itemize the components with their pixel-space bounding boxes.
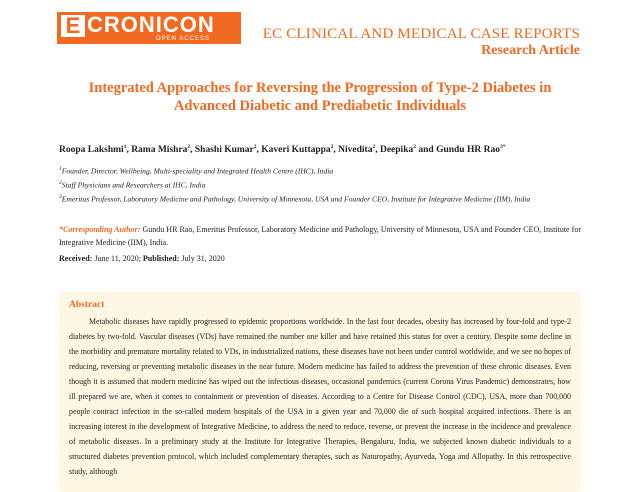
author-sup: 2 bbox=[330, 144, 334, 150]
author-name: Shashi Kumar bbox=[194, 145, 254, 156]
author-separator: , bbox=[126, 145, 132, 156]
publication-dates bbox=[59, 254, 225, 263]
affiliation-text: Staff Physicians and Researchers at IHC, India bbox=[61, 180, 206, 190]
author-sup: 2 bbox=[372, 144, 376, 150]
received-date: June 11, 2020; bbox=[94, 254, 141, 263]
received-label: Received: bbox=[59, 254, 93, 263]
author-sup: 2 bbox=[253, 144, 257, 150]
logo-name: CRONICON bbox=[87, 12, 215, 37]
published-label: Published: bbox=[142, 254, 180, 263]
author-separator: , bbox=[256, 145, 262, 156]
author-separator: , bbox=[190, 145, 195, 156]
abstract-box bbox=[59, 292, 581, 492]
author-separator: and bbox=[415, 145, 437, 156]
author-separator: , bbox=[375, 145, 380, 156]
article-type: Research Article bbox=[481, 43, 580, 58]
author-name: Deepika bbox=[379, 145, 414, 156]
journal-name: EC CLINICAL AND MEDICAL CASE REPORTS bbox=[262, 26, 580, 42]
affiliation-sup: 2 bbox=[59, 180, 62, 186]
affiliation-1 bbox=[59, 163, 581, 178]
affiliation-sup: 1 bbox=[59, 166, 62, 172]
cronicon-logo[interactable] bbox=[57, 12, 241, 44]
abstract-heading: Abstract bbox=[69, 300, 105, 310]
author-name: Rama Mishra bbox=[131, 145, 188, 156]
corresponding-author bbox=[59, 223, 581, 249]
author-name: Gundu HR Rao bbox=[436, 145, 500, 156]
logo-subtitle: OPEN ACCESS bbox=[155, 36, 210, 42]
published-date: July 31, 2020 bbox=[181, 254, 225, 263]
author-name: Nivedita bbox=[338, 145, 373, 156]
affiliation-2 bbox=[59, 177, 581, 192]
author-sup: 3* bbox=[499, 144, 506, 150]
corresponding-text: Gundu HR Rao, Emeritus Professor, Laboratory Medicine and Pathology, University of Minnesota, USA and Founder CEO, Institute for Integrative Medicine (IIM), India. bbox=[59, 225, 581, 247]
author-separator: , bbox=[333, 145, 339, 156]
author-sup: 1 bbox=[123, 144, 127, 150]
affiliation-sup: 3 bbox=[59, 194, 62, 200]
logo-e-icon: E bbox=[61, 15, 85, 37]
affiliation-3 bbox=[59, 191, 581, 206]
abstract-body: Metabolic diseases have rapidly progressed to epidemic proportions worldwide. In the last four decades, obesity has increased by four-fold and type-2 diabetes by two-fold. Vascular diseases (VDs) have remained the number one killer and have retained this status for over a century. Despite some decline in the morbidity and premature mortality related to VDs, in industrialized nations, these diseases have not been under control worldwide, and we see no hopes of reducing, reversing or preventing metabolic diseases in the near future. Modern medicine has failed to address the prevention of these chronic diseases. Even though it is assumed that modern medicine has wiped out the infectious diseases, occasional pandemics (current Corona Virus Pandemic) demonstrates, how ill prepared we are, when it comes to containment or prevention of diseases. According to a Centre for Disease Control (CDC), USA, more than 700,000 people contract infection in the so-called modern hospitals of the USA in a given year and 70,000 die of such hospital acquired infections. There is an increasing interest in the development of Integrative Medicine, to address the need to reduce, reverse, or prevent the increase in the incidence and prevalence of metabolic diseases. In a preliminary study at the Institute for Integrative Therapies, Bengaluru, India, we subjected known diabetic individuals to a structured diabetes prevention protocol, which included complementary therapies, such as Naturopathy, Ayurveda, Yoga and Allopathy. In this retrospective study, although bbox=[69, 317, 571, 476]
affiliation-text: Emeritus Professor, Laboratory Medicine and Pathology, University of Minnesota, USA and Founder CEO, Institute for Integrative Medicine (IIM), India bbox=[61, 194, 531, 204]
author-name: Roopa Lakshmi bbox=[59, 145, 124, 156]
author-sup: 2 bbox=[413, 144, 416, 150]
article-title: Integrated Approaches for Reversing the Progression of Type-2 Diabetes in Advanced Diabetic and Prediabetic Individuals bbox=[88, 80, 552, 114]
author-list bbox=[59, 144, 505, 155]
author-name: Kaveri Kuttappa bbox=[261, 145, 331, 156]
corresponding-label: *Corresponding Author: bbox=[59, 225, 141, 234]
author-sup: 2 bbox=[187, 144, 191, 150]
affiliation-text: Founder, Director, Wellbeing, Multi-speciality and Integrated Health Centre (IHC), India bbox=[61, 166, 334, 176]
